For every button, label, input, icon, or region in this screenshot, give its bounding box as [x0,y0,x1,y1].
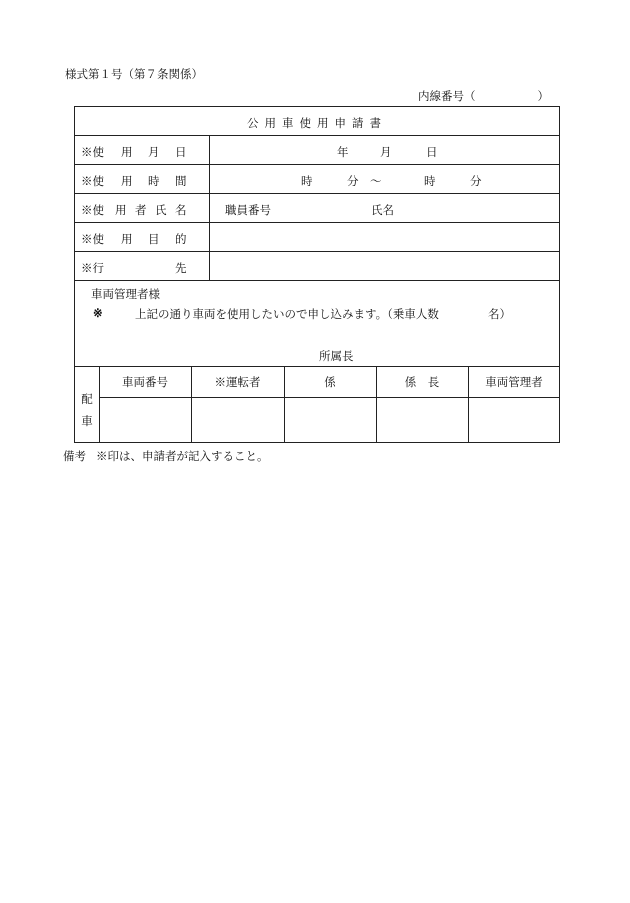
allocation-label: 配 車 [81,392,93,428]
employee-number-label: 職員番号 [225,203,271,217]
range-tilde: ～ [370,174,382,188]
hour-unit: 時 [301,174,313,188]
extension-label: 内線番号（ [418,89,476,103]
vehicle-manager-cell[interactable] [469,398,559,442]
hour-unit: 時 [424,174,436,188]
vehicle-manager-header: 車両管理者 [485,375,543,389]
destination-field[interactable] [210,251,560,279]
remarks-label: 備考 [63,449,86,463]
staff-cell[interactable] [285,398,375,442]
request-body: 上記の通り車両を使用したいので申し込みます。（乗車人数 [135,307,439,321]
rule [75,193,559,194]
chief-cell[interactable] [377,398,467,442]
rule [75,164,559,165]
vehicle-number-header: 車両番号 [122,375,168,389]
extension-close: ） [537,89,549,103]
form-number: 様式第１号（第７条関係） [65,67,203,81]
chief-header: 係 長 [404,375,440,389]
remarks [63,448,269,464]
month-unit: 月 [380,145,392,159]
day-unit: 日 [426,145,438,159]
extension-number [418,88,549,104]
name-label: 氏名 [371,203,394,217]
year-unit: 年 [337,145,349,159]
form-title: 公用車使用申請書 [247,116,387,130]
remarks-text: ※印は、申請者が記入すること。 [96,449,269,463]
purpose-field[interactable] [210,222,560,250]
minute-unit: 分 [347,174,359,188]
rule [75,280,559,281]
vehicle-number-cell[interactable] [100,398,190,442]
passenger-unit: 名） [488,307,511,321]
request-mark: ※ [93,306,103,320]
request-addressee: 車両管理者様 [91,287,160,301]
driver-header: ※運転者 [214,375,261,389]
department-head-label: 所属長 [319,349,354,363]
staff-header: 係 [324,375,336,389]
rule [75,366,559,367]
rule [75,135,559,136]
application-form: 公用車使用申請書 ※使 用 月 日 ※使 用 時 間 ※使 用 者 氏 名 ※使 用 目 的 ※行 先 年 月 日 時 分 ～ 時 分 職員番号 氏名 車両管理者様 ※ 上記の通り車両を使用したいので申し込みます。（乗車人数 名） 所属長 配 車 車両番号 ※運転者 係 係 長 車両管理者 [74,106,560,443]
driver-cell[interactable] [192,398,283,442]
minute-unit: 分 [470,174,482,188]
